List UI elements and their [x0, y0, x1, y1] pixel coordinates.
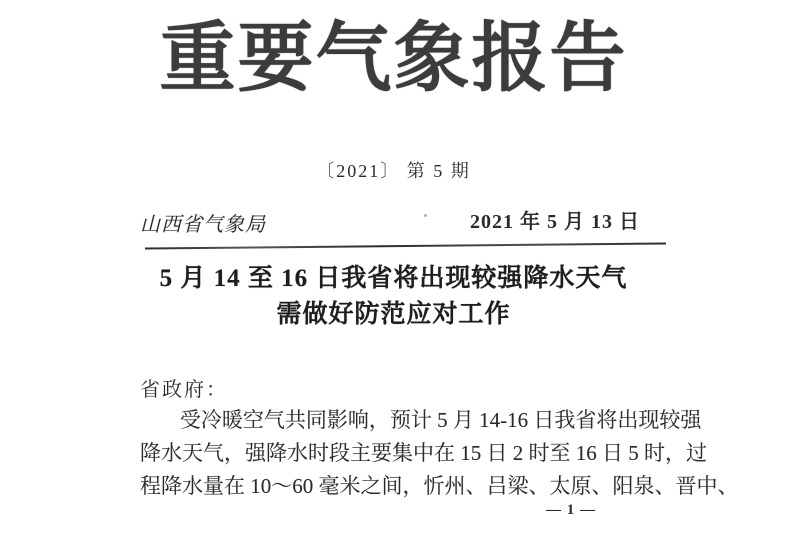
page-number: — 1 —	[546, 502, 596, 518]
body-paragraph	[140, 404, 739, 503]
issuing-agency: 山西省气象局	[140, 214, 266, 236]
issue-number: 〔2021〕 第 5 期	[316, 161, 471, 181]
scan-speck	[424, 214, 427, 217]
salutation: 省政府：	[140, 379, 228, 401]
document-headline	[0, 261, 787, 333]
headline-line-1: 5 月 14 至 16 日我省将出现较强降水天气	[159, 265, 628, 292]
body-line: 受冷暖空气共同影响，预计 5 月 14-16 日我省将出现较强	[179, 408, 702, 432]
body-line: 程降水量在 10～60 毫米之间，忻州、吕梁、太原、阳泉、晋中、	[140, 474, 739, 498]
headline-line-2: 需做好防范应对工作	[276, 301, 511, 328]
divider-rule	[145, 242, 666, 249]
body-line: 降水天气，强降水时段主要集中在 15 日 2 时至 16 日 5 时，过	[140, 441, 707, 465]
issue-date: 2021 年 5 月 13 日	[470, 211, 640, 233]
document-title: 重要气象报告	[159, 17, 628, 101]
